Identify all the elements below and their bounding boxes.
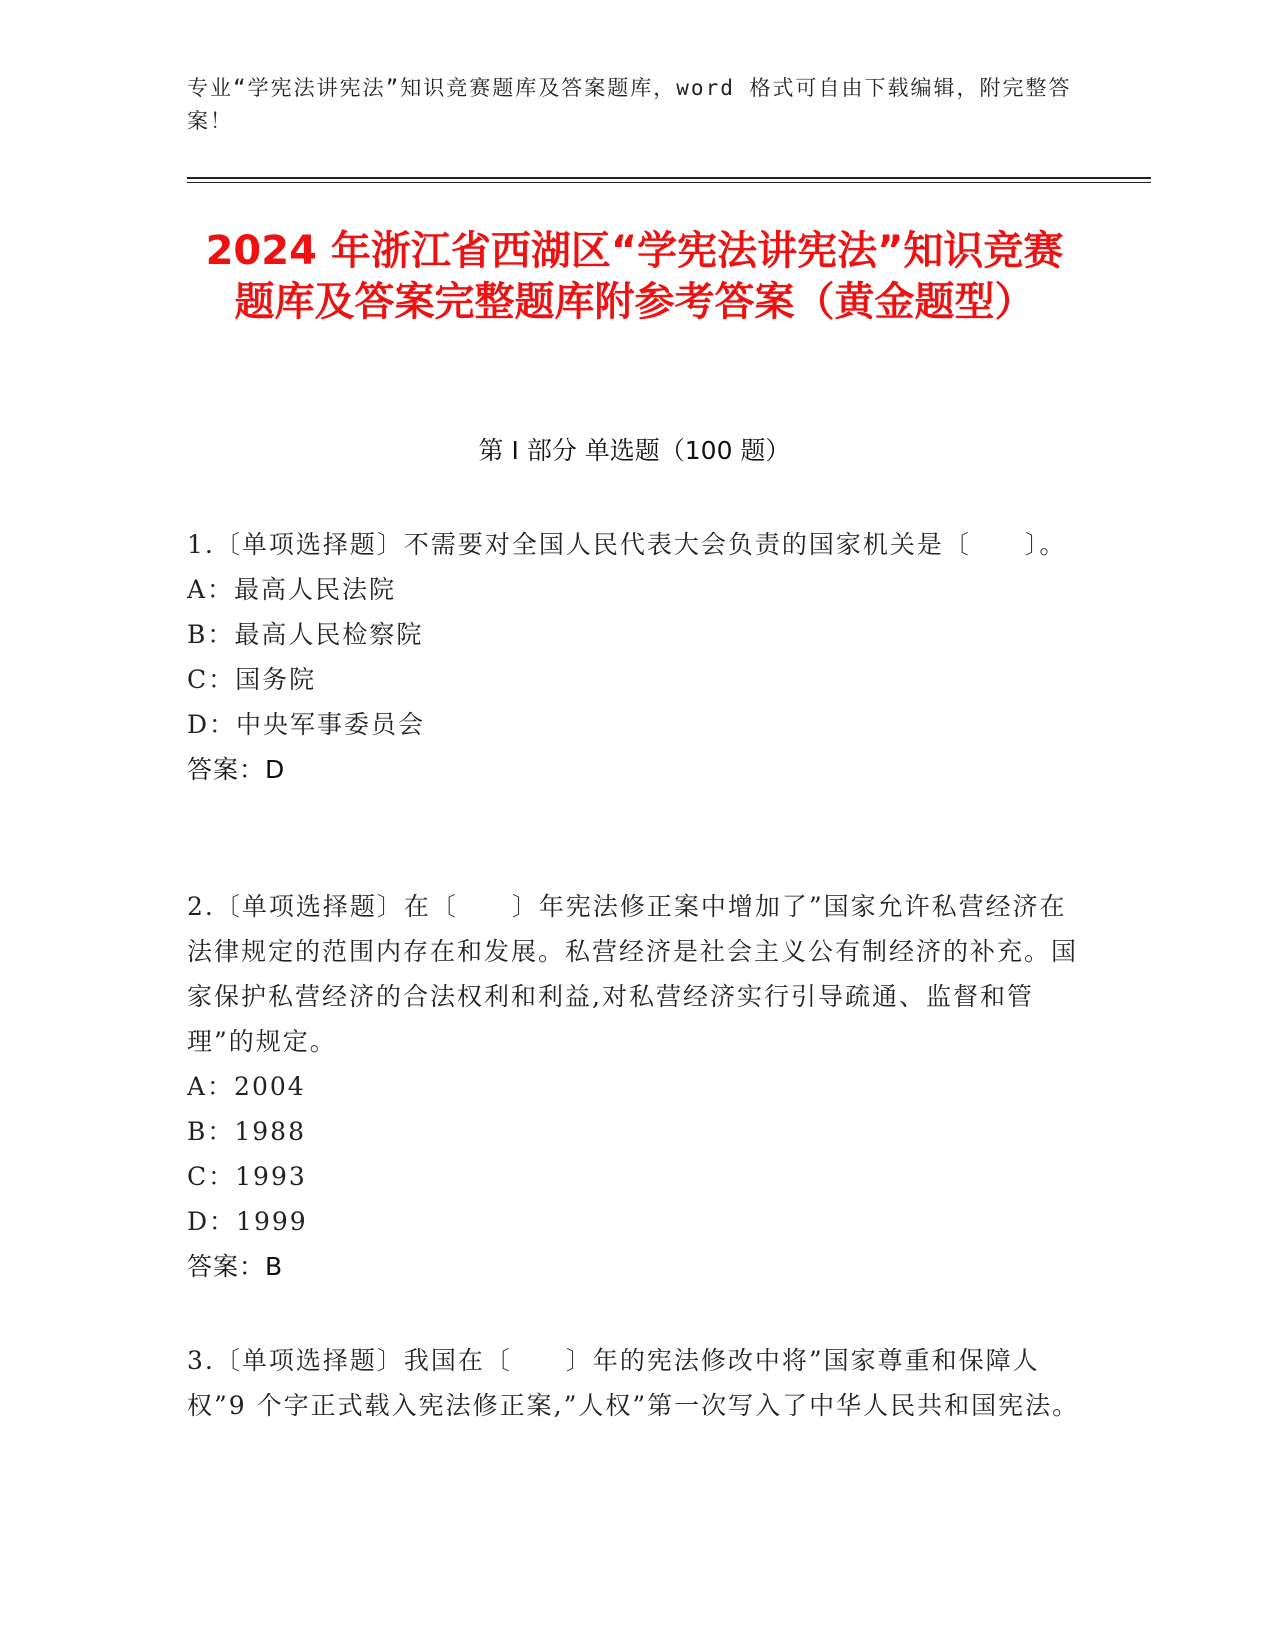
option-c: C：国务院 — [187, 665, 317, 694]
question-stem: 3.〔单项选择题〕我国在〔 〕年的宪法修改中将”国家尊重和保障人权”9 个字正式载入宪法修正案,”人权”第一次写入了中华人民共和国宪法。 — [187, 1346, 1080, 1420]
option-b: B：1988 — [187, 1117, 306, 1146]
question-stem: 2.〔单项选择题〕在〔 〕年宪法修正案中增加了”国家允许私营经济在法律规定的范围内存在和发展。私营经济是社会主义公有制经济的补充。国家保护私营经济的合法权利和利益,对私营经济实行引导疏通、监督和管理”的规定。 — [187, 892, 1079, 1056]
option-d: D：中央军事委员会 — [187, 710, 426, 739]
answer: 答案：D — [187, 755, 286, 784]
header-note: 专业“学宪法讲宪法”知识竞赛题库及答案题库，word 格式可自由下载编辑，附完整答案！ — [187, 76, 1072, 133]
option-b: B：最高人民检察院 — [187, 620, 424, 649]
question-2 — [187, 884, 1087, 1289]
question-stem: 1.〔单项选择题〕不需要对全国人民代表大会负责的国家机关是〔 〕。 — [187, 530, 1067, 559]
question-1 — [187, 522, 1087, 792]
option-d: D：1999 — [187, 1207, 308, 1236]
option-a: A：2004 — [187, 1072, 306, 1101]
header-divider-thick — [187, 177, 1151, 179]
question-3 — [187, 1338, 1087, 1428]
document-title: 2024 年浙江省西湖区“学宪法讲宪法”知识竞赛题库及答案完整题库附参考答案（黄金题型） — [205, 228, 1064, 325]
answer: 答案：B — [187, 1252, 284, 1281]
option-a: A：最高人民法院 — [187, 575, 397, 604]
option-c: C：1993 — [187, 1162, 307, 1191]
section-title: 第 I 部分 单选题（100 题） — [478, 436, 791, 465]
header-divider-thin — [187, 182, 1151, 183]
